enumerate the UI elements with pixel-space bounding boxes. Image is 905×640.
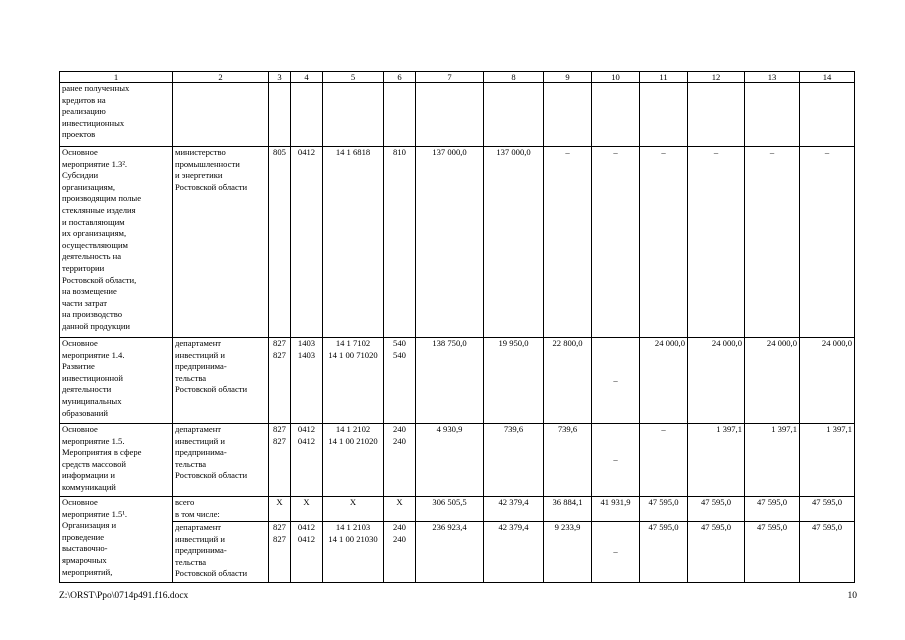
column-number: 13	[745, 72, 800, 83]
csr-code: 14 1 2103 14 1 00 21030	[323, 522, 384, 583]
amount-year: 1 397,1	[688, 424, 745, 497]
amount-year: 739,6	[484, 424, 544, 497]
amount-total: 137 000,0	[416, 147, 484, 338]
amount-year: 41 931,9	[592, 497, 640, 522]
amount-year: 42 379,4	[484, 497, 544, 522]
program-table	[59, 71, 855, 583]
column-number: 14	[800, 72, 855, 83]
vr-code: 540 540	[384, 338, 416, 424]
executor: департамент инвестиций и предпринима- тельства Ростовской области	[173, 424, 269, 497]
executor: департамент инвестиций и предпринима- тельства Ростовской области	[173, 338, 269, 424]
amount-year: –	[688, 147, 745, 338]
amount-year: 47 595,0	[688, 522, 745, 583]
amount-year: 47 595,0	[800, 522, 855, 583]
rzpr-code: 0412 0412	[291, 522, 323, 583]
event-name: Основное мероприятие 1.3². Субсидии организациям, производящим полые стеклянные изделия и поставляющим их организациям, осуществляющим деятельность на территории Ростовской области, на возмещение части затрат на производство данной продукции	[60, 147, 173, 338]
executor: департамент инвестиций и предпринима- тельства Ростовской области	[173, 522, 269, 583]
amount-year: 1 397,1	[800, 424, 855, 497]
rzpr-code: 1403 1403	[291, 338, 323, 424]
amount-total: 138 750,0	[416, 338, 484, 424]
column-number: 10	[592, 72, 640, 83]
table-row	[60, 338, 855, 424]
column-number: 12	[688, 72, 745, 83]
column-number: 6	[384, 72, 416, 83]
column-number: 9	[544, 72, 592, 83]
rzpr-code: 0412 0412	[291, 424, 323, 497]
column-number: 1	[60, 72, 173, 83]
vr-code: 810	[384, 147, 416, 338]
rzpr-code: 0412	[291, 147, 323, 338]
grbs-code: 827 827	[269, 522, 291, 583]
amount-year: –	[745, 147, 800, 338]
amount-year: 137 000,0	[484, 147, 544, 338]
event-name: Основное мероприятие 1.5¹. Организация и проведение выставочно- ярмарочных мероприятий,	[60, 497, 173, 583]
grbs-code: 827 827	[269, 424, 291, 497]
amount-year: –	[592, 147, 640, 338]
amount-year: –	[592, 338, 640, 424]
amount-year: 24 000,0	[688, 338, 745, 424]
vr-code: X	[384, 497, 416, 522]
amount-year: 24 000,0	[745, 338, 800, 424]
table-row	[60, 522, 855, 583]
amount-year: –	[592, 522, 640, 583]
csr-code: 14 1 6818	[323, 147, 384, 338]
column-number: 5	[323, 72, 384, 83]
amount-year: –	[800, 147, 855, 338]
csr-code: X	[323, 497, 384, 522]
table-row	[60, 497, 855, 522]
vr-code: 240 240	[384, 522, 416, 583]
amount-year: –	[640, 424, 688, 497]
executor: всего в том числе:	[173, 497, 269, 522]
table-row	[60, 83, 855, 147]
amount-year: 22 800,0	[544, 338, 592, 424]
file-path: Z:\ORST\Ppo\0714p491.f16.docx	[59, 591, 189, 601]
table-row	[60, 424, 855, 497]
amount-year: 24 000,0	[640, 338, 688, 424]
amount-year: 47 595,0	[640, 522, 688, 583]
amount-year: 739,6	[544, 424, 592, 497]
amount-year: 36 884,1	[544, 497, 592, 522]
amount-year: 42 379,4	[484, 522, 544, 583]
event-name: Основное мероприятие 1.5. Мероприятия в сфере средств массовой информации и коммуникаций	[60, 424, 173, 497]
page-number: 10	[847, 591, 857, 601]
amount-year: 9 233,9	[544, 522, 592, 583]
table-header-row	[60, 72, 855, 83]
amount-year: –	[544, 147, 592, 338]
amount-year: –	[640, 147, 688, 338]
amount-year: 47 595,0	[745, 497, 800, 522]
table-row	[60, 147, 855, 338]
column-number: 3	[269, 72, 291, 83]
csr-code: 14 1 7102 14 1 00 71020	[323, 338, 384, 424]
rzpr-code: X	[291, 497, 323, 522]
csr-code: 14 1 2102 14 1 00 21020	[323, 424, 384, 497]
amount-total: 306 505,5	[416, 497, 484, 522]
amount-year: 19 950,0	[484, 338, 544, 424]
amount-year: 47 595,0	[640, 497, 688, 522]
column-number: 8	[484, 72, 544, 83]
vr-code: 240 240	[384, 424, 416, 497]
grbs-code: 827 827	[269, 338, 291, 424]
amount-total: 236 923,4	[416, 522, 484, 583]
executor: министерство промышленности и энергетики Ростовской области	[173, 147, 269, 338]
amount-year: –	[592, 424, 640, 497]
column-number: 7	[416, 72, 484, 83]
amount-year: 24 000,0	[800, 338, 855, 424]
column-number: 11	[640, 72, 688, 83]
amount-year: 47 595,0	[688, 497, 745, 522]
amount-year: 47 595,0	[745, 522, 800, 583]
amount-year: 47 595,0	[800, 497, 855, 522]
event-name: ранее полученных кредитов на реализацию инвестиционных проектов	[60, 83, 173, 147]
amount-total: 4 930,9	[416, 424, 484, 497]
grbs-code: 805	[269, 147, 291, 338]
grbs-code: X	[269, 497, 291, 522]
column-number: 2	[173, 72, 269, 83]
column-number: 4	[291, 72, 323, 83]
event-name: Основное мероприятие 1.4. Развитие инвестиционной деятельности муниципальных образований	[60, 338, 173, 424]
amount-year: 1 397,1	[745, 424, 800, 497]
